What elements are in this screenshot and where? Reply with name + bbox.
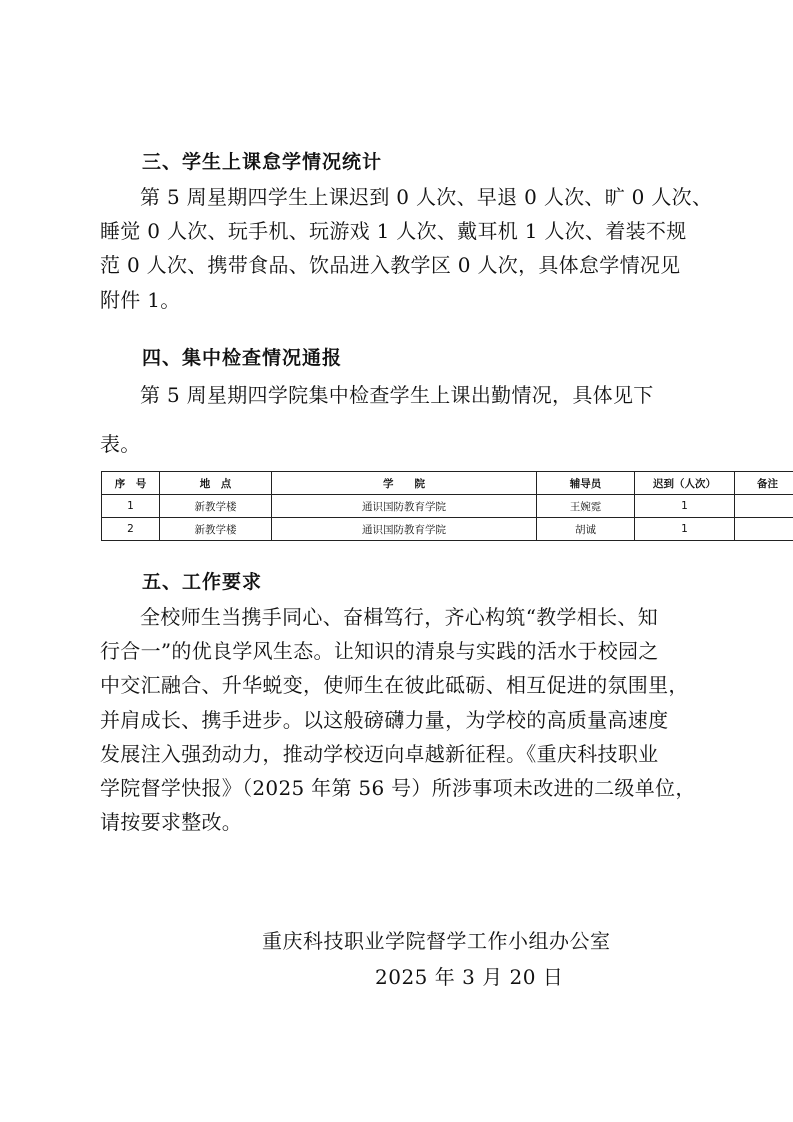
cell-late-count: 1 bbox=[635, 518, 735, 541]
table-row bbox=[102, 518, 793, 541]
paragraph-line: 睡觉 0 人次、玩手机、玩游戏 1 人次、戴耳机 1 人次、着装不规 bbox=[100, 219, 687, 244]
paragraph-line: 行合一”的优良学风生态。让知识的清泉与实践的活水于校园之 bbox=[100, 639, 659, 664]
paragraph-line: 范 0 人次、携带食品、饮品进入教学区 0 人次，具体怠学情况见 bbox=[100, 253, 681, 278]
header-college: 学 院 bbox=[272, 472, 537, 495]
paragraph-line: 并肩成长、携手进步。以这般磅礴力量，为学校的高质量高速度 bbox=[100, 707, 669, 732]
section-4-paragraph bbox=[100, 378, 700, 412]
cell-counselor: 胡诚 bbox=[537, 518, 635, 541]
table-header-row bbox=[102, 472, 793, 495]
section-5-paragraph bbox=[100, 600, 700, 839]
header-counselor: 辅导员 bbox=[537, 472, 635, 495]
section-5-heading: 五、工作要求 bbox=[142, 571, 263, 593]
cell-college: 通识国防教育学院 bbox=[272, 495, 537, 518]
cell-index: 2 bbox=[102, 518, 160, 541]
cell-location: 新教学楼 bbox=[160, 518, 272, 541]
section-3-heading: 三、学生上课怠学情况统计 bbox=[142, 151, 383, 173]
section-4-paragraph-end bbox=[100, 427, 700, 461]
cell-college: 通识国防教育学院 bbox=[272, 518, 537, 541]
header-location: 地 点 bbox=[160, 472, 272, 495]
section-4-heading: 四、集中检查情况通报 bbox=[142, 347, 343, 369]
cell-remarks bbox=[735, 518, 793, 541]
section-3-paragraph bbox=[100, 180, 713, 317]
signature-date: 2025 年 3 月 20 日 bbox=[375, 965, 564, 989]
paragraph-line: 第 5 周星期四学生上课迟到 0 人次、早退 0 人次、旷 0 人次、 bbox=[140, 185, 713, 209]
cell-counselor: 王婉霓 bbox=[537, 495, 635, 518]
paragraph-line: 学院督学快报》（2025 年第 56 号）所涉事项未改进的二级单位， bbox=[100, 776, 696, 801]
paragraph-line: 发展注入强劲动力，推动学校迈向卓越新征程。《重庆科技职业 bbox=[100, 741, 659, 766]
paragraph-line: 中交汇融合、升华蜕变，使师生在彼此砥砺、相互促进的氛围里， bbox=[100, 673, 689, 698]
table-row bbox=[102, 495, 793, 518]
attendance-table bbox=[101, 471, 793, 541]
cell-location: 新教学楼 bbox=[160, 495, 272, 518]
cell-remarks bbox=[735, 495, 793, 518]
paragraph-line: 全校师生当携手同心、奋楫笃行，齐心构筑“教学相长、知 bbox=[140, 605, 659, 629]
cell-late-count: 1 bbox=[635, 495, 735, 518]
header-index: 序 号 bbox=[102, 472, 160, 495]
paragraph-line: 第 5 周星期四学院集中检查学生上课出勤情况，具体见下 bbox=[140, 383, 654, 407]
paragraph-line: 附件 1。 bbox=[100, 287, 181, 312]
header-remarks: 备注 bbox=[735, 472, 793, 495]
cell-index: 1 bbox=[102, 495, 160, 518]
header-late-count: 迟到（人次） bbox=[635, 472, 735, 495]
signature-office: 重庆科技职业学院督学工作小组办公室 bbox=[262, 929, 611, 953]
paragraph-line: 表。 bbox=[100, 432, 141, 456]
paragraph-line: 请按要求整改。 bbox=[100, 810, 243, 835]
